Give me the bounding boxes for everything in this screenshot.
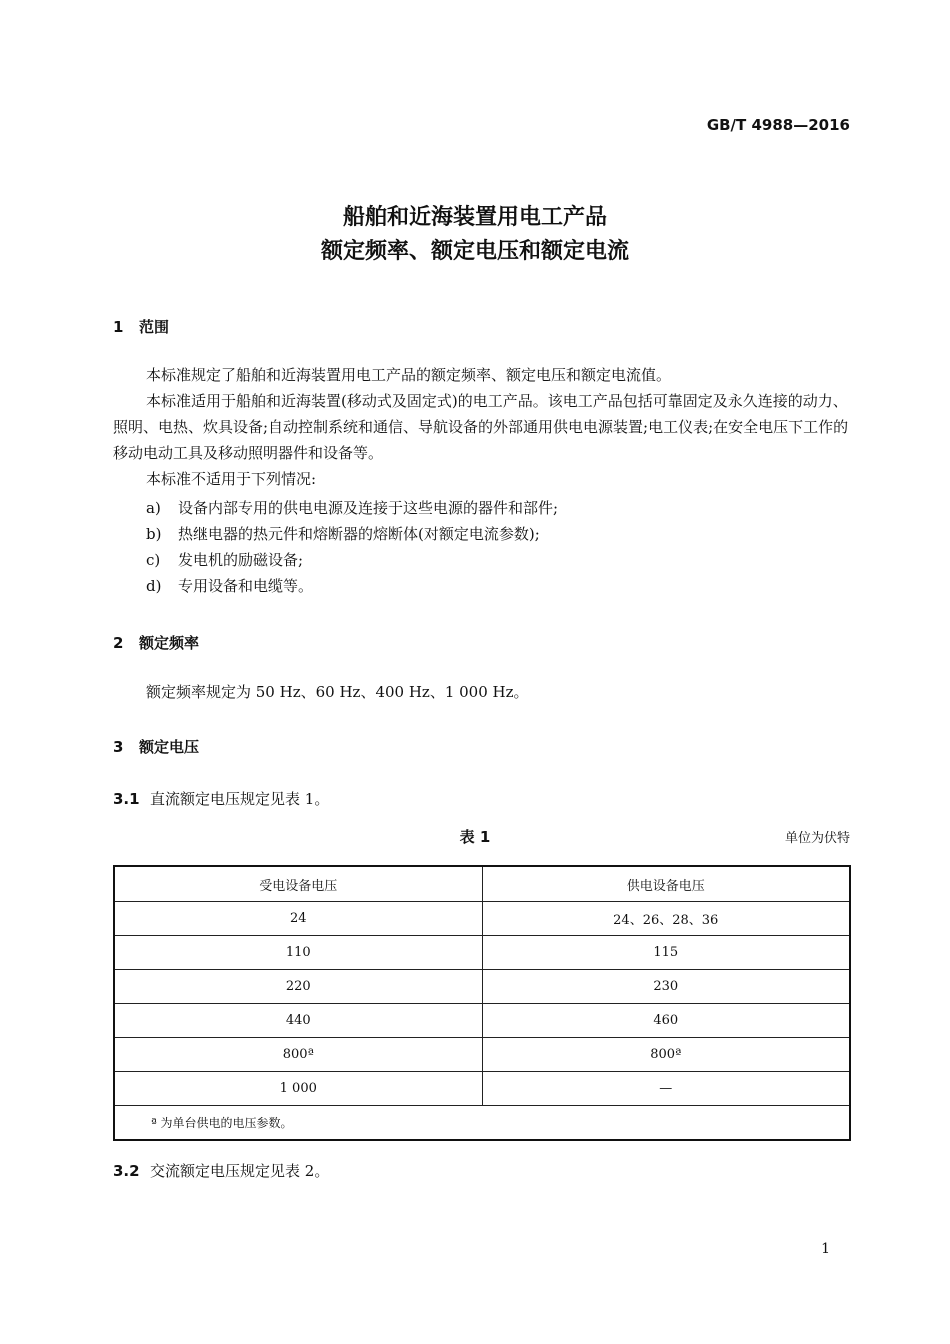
section-3-heading: [113, 736, 199, 757]
table-row: [114, 1038, 850, 1072]
section-title: 额定电压: [139, 738, 200, 756]
section-title: 范围: [139, 318, 170, 336]
table-row: [114, 936, 850, 970]
table-cell: 220: [114, 970, 482, 1004]
document-title-line2: 额定频率、额定电压和额定电流: [320, 239, 629, 264]
table-header-cell: 供电设备电压: [482, 866, 850, 902]
list-text: 设备内部专用的供电电源及连接于这些电源的器件和部件;: [178, 499, 559, 517]
section-2-heading: [113, 632, 199, 653]
table-cell: 1 000: [114, 1072, 482, 1106]
table-footnote-row: [114, 1106, 850, 1141]
table-row: [114, 970, 850, 1004]
standard-code: GB/T 4988—2016: [706, 116, 850, 134]
table-row: [114, 902, 850, 936]
list-item: [146, 575, 313, 596]
table-header-cell: 受电设备电压: [114, 866, 482, 902]
section-number: 1: [113, 318, 124, 336]
subsection-number: 3.1: [113, 790, 140, 808]
section-number: 2: [113, 634, 124, 652]
list-marker: a): [146, 499, 161, 517]
section-1-heading: [113, 316, 169, 337]
table-cell: 460: [482, 1004, 850, 1038]
table-row: [114, 1072, 850, 1106]
table-1-title: 表 1: [459, 828, 491, 846]
table-cell: 115: [482, 936, 850, 970]
table-cell: —: [482, 1072, 850, 1106]
subsection-3-1: [113, 788, 329, 809]
section-number: 3: [113, 738, 124, 756]
table-cell: 230: [482, 970, 850, 1004]
document-title-line1: 船舶和近海装置用电工产品: [342, 205, 607, 230]
subsection-number: 3.2: [113, 1162, 140, 1180]
list-item: [146, 523, 540, 544]
subsection-text: 直流额定电压规定见表 1。: [150, 790, 330, 808]
subsection-3-2: [113, 1160, 329, 1181]
list-text: 热继电器的热元件和熔断器的熔断体(对额定电流参数);: [178, 525, 540, 543]
table-header-row: [114, 866, 850, 902]
page-number: 1: [821, 1241, 830, 1257]
table-row: [114, 1004, 850, 1038]
list-text: 专用设备和电缆等。: [178, 577, 314, 595]
table-cell: 800ª: [114, 1038, 482, 1072]
table-cell: 24、26、28、36: [482, 902, 850, 936]
section-title: 额定频率: [139, 634, 200, 652]
section-2-para-1: 额定频率规定为 50 Hz、60 Hz、400 Hz、1 000 Hz。: [146, 683, 529, 701]
list-marker: c): [146, 551, 161, 569]
list-item: [146, 549, 303, 570]
table-cell: 800ª: [482, 1038, 850, 1072]
table-cell: 440: [114, 1004, 482, 1038]
section-1-para-3: 本标准不适用于下列情况:: [146, 470, 317, 488]
table-1: [113, 865, 851, 1141]
list-marker: d): [146, 577, 162, 595]
section-1-para-1: 本标准规定了船舶和近海装置用电工产品的额定频率、额定电压和额定电流值。: [146, 366, 672, 384]
list-text: 发电机的励磁设备;: [178, 551, 304, 569]
table-footnote: ª 为单台供电的电压参数。: [114, 1106, 850, 1141]
table-1-unit: 单位为伏特: [784, 831, 850, 846]
table-cell: 110: [114, 936, 482, 970]
list-item: [146, 497, 558, 518]
subsection-text: 交流额定电压规定见表 2。: [150, 1162, 330, 1180]
table-cell: 24: [114, 902, 482, 936]
list-marker: b): [146, 525, 162, 543]
section-1-para-2: 本标准适用于船舶和近海装置(移动式及固定式)的电工产品。该电工产品包括可靠固定及永久连接的动力、照明、电热、炊具设备;自动控制系统和通信、导航设备的外部通用供电电源装置;电工仪表;在安全电压下工作的移动电动工具及移动照明器件和设备等。: [113, 392, 849, 462]
